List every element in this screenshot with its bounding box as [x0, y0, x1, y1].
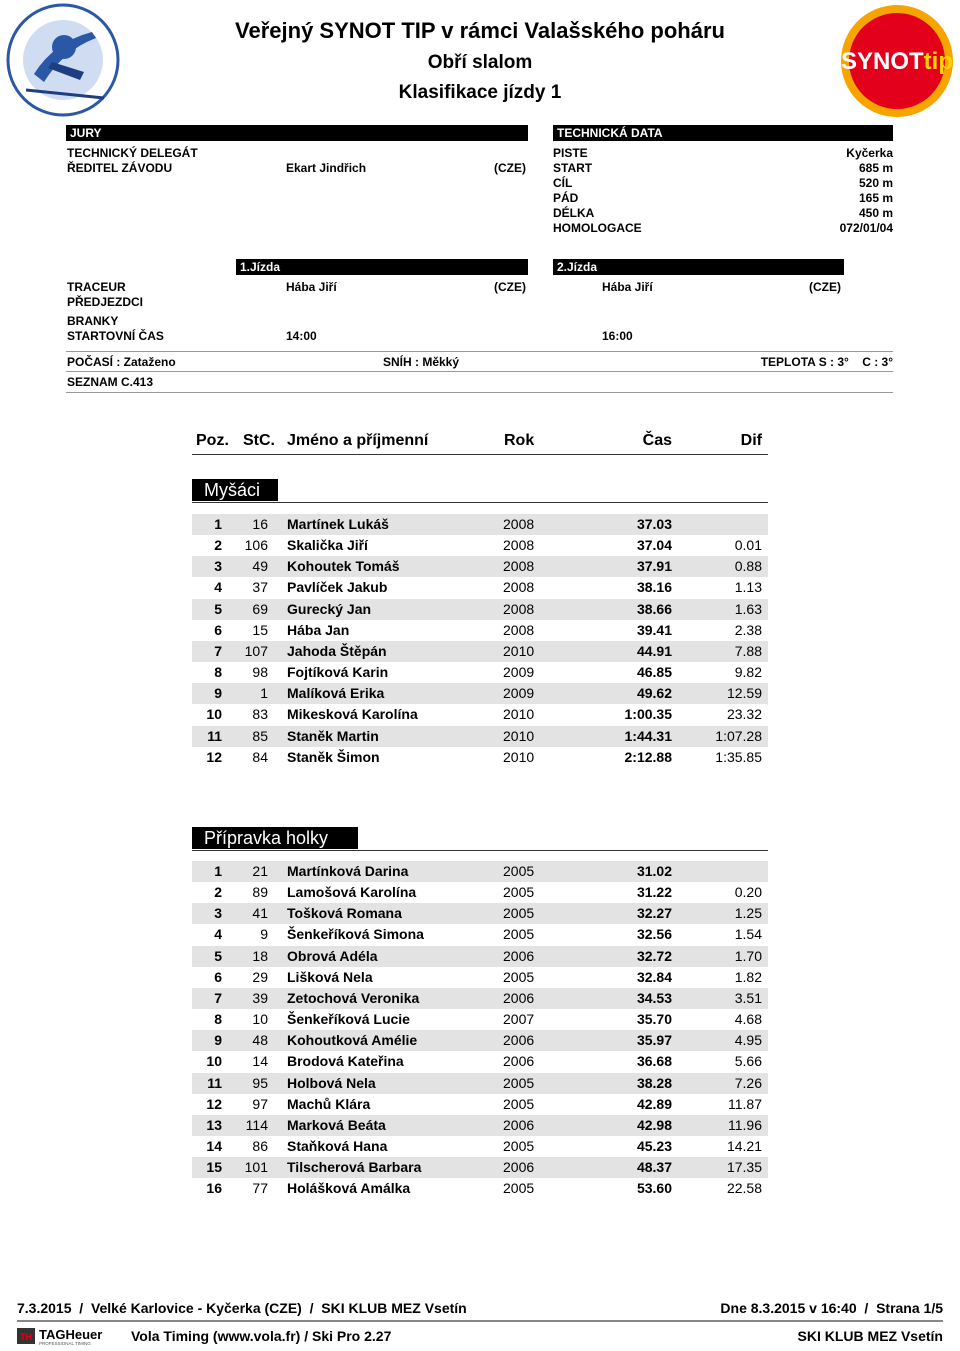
- cell-bib: 48: [252, 1032, 268, 1049]
- cell-diff: 14.21: [726, 1137, 762, 1154]
- cell-position: 15: [206, 1159, 222, 1176]
- cell-year: 2008: [503, 516, 535, 532]
- table-row: [192, 1157, 768, 1178]
- cell-bib: 98: [252, 664, 268, 681]
- cell-diff: 1:35.85: [715, 748, 762, 765]
- cell-diff: 22.58: [726, 1180, 762, 1197]
- cell-name: Martínek Lukáš: [287, 516, 389, 532]
- cell-time: 1:00.35: [624, 706, 672, 723]
- cell-position: 9: [214, 685, 222, 702]
- cell-diff: 1:07.28: [715, 727, 762, 744]
- cell-time: 37.91: [636, 558, 672, 575]
- cell-bib: 84: [252, 748, 268, 765]
- cell-diff: 0.01: [734, 537, 762, 554]
- conditions-bottom-rule: [66, 392, 893, 393]
- start-time-label: STARTOVNÍ ČAS: [67, 329, 164, 343]
- table-row: [192, 662, 768, 683]
- cell-bib: 95: [252, 1074, 268, 1091]
- tech-value-finish: 520 m: [858, 176, 893, 190]
- cell-bib: 85: [252, 727, 268, 744]
- cell-time: 46.85: [636, 664, 672, 681]
- cell-bib: 16: [252, 516, 268, 532]
- footer-rule: [17, 1320, 943, 1322]
- table-row: [192, 1073, 768, 1094]
- cell-time: 48.37: [636, 1159, 672, 1176]
- table-row: [192, 967, 768, 988]
- footer-timing: Vola Timing (www.vola.fr) / Ski Pro 2.27: [131, 1328, 392, 1344]
- discipline-title: Obří slalom: [427, 52, 533, 73]
- cell-name: Šenkeříková Simona: [287, 926, 424, 943]
- col-year: Rok: [504, 432, 535, 449]
- conditions-top-rule: [66, 351, 893, 352]
- cell-position: 14: [206, 1137, 222, 1154]
- cell-year: 2005: [503, 884, 535, 901]
- cell-bib: 86: [252, 1137, 268, 1154]
- classification-title: Klasifikace jízdy 1: [398, 82, 562, 103]
- table-row: [192, 1115, 768, 1136]
- cell-time: 32.72: [636, 947, 672, 964]
- cell-year: 2005: [503, 905, 535, 922]
- cell-position: 3: [214, 558, 222, 575]
- cell-diff: 0.88: [734, 558, 762, 575]
- table-row: [192, 946, 768, 967]
- tech-label-finish: CÍL: [553, 176, 573, 190]
- cell-bib: 9: [260, 926, 268, 943]
- cell-position: 10: [206, 1053, 222, 1070]
- tech-label-drop: PÁD: [553, 191, 579, 205]
- conditions-mid-rule: [66, 371, 893, 372]
- cell-time: 34.53: [636, 989, 672, 1006]
- cell-time: 53.60: [636, 1180, 672, 1197]
- cell-name: Machů Klára: [287, 1095, 371, 1112]
- cell-bib: 14: [252, 1053, 268, 1070]
- cell-position: 2: [214, 884, 222, 901]
- page-title: Veřejný SYNOT TIP v rámci Valašského poháru: [235, 18, 725, 43]
- tech-label-start: START: [553, 161, 593, 175]
- footer-club: SKI KLUB MEZ Vsetín: [797, 1328, 943, 1344]
- cell-time: 36.68: [636, 1053, 672, 1070]
- run1-tracer: Hába Jiří: [286, 280, 337, 294]
- cell-bib: 21: [252, 863, 268, 879]
- table-row: [192, 641, 768, 662]
- cell-diff: 1.82: [734, 968, 762, 985]
- svg-text:TH: TH: [20, 1332, 32, 1342]
- cell-diff: 7.88: [734, 642, 762, 659]
- tag-heuer-subtext: PROFESSIONAL TIMING: [39, 1341, 91, 1346]
- tech-value-drop: 165 m: [858, 191, 893, 205]
- cell-time: 32.27: [636, 905, 672, 922]
- cell-bib: 10: [252, 1011, 268, 1028]
- cell-name: Holbová Nela: [287, 1074, 376, 1091]
- table-row: [192, 683, 768, 704]
- cell-diff: 3.51: [734, 989, 762, 1006]
- cell-position: 16: [206, 1180, 222, 1197]
- cell-time: 38.28: [636, 1074, 672, 1091]
- cell-name: Obrová Adéla: [287, 947, 378, 964]
- table-row: [192, 1009, 768, 1030]
- run1-tracer-country: (CZE): [494, 280, 526, 294]
- cell-name: Staněk Šimon: [287, 748, 380, 765]
- cell-bib: 1: [260, 685, 268, 702]
- cell-year: 2005: [503, 1095, 535, 1112]
- cell-position: 1: [214, 516, 222, 532]
- cell-bib: 77: [252, 1180, 268, 1197]
- cell-name: Martínková Darina: [287, 863, 409, 879]
- cell-position: 3: [214, 905, 222, 922]
- tech-value-length: 450 m: [858, 206, 893, 220]
- run2-tracer-country: (CZE): [809, 280, 841, 294]
- col-bib: StC.: [243, 432, 275, 449]
- cell-diff: 11.96: [728, 1116, 762, 1133]
- cell-position: 5: [214, 947, 222, 964]
- cell-year: 2006: [503, 1032, 535, 1049]
- cell-name: Gurecký Jan: [287, 600, 372, 617]
- cell-name: Brodová Kateřina: [287, 1053, 404, 1070]
- cell-bib: 49: [252, 558, 268, 575]
- cell-bib: 114: [245, 1116, 268, 1133]
- cell-position: 12: [206, 748, 222, 765]
- cell-position: 5: [214, 600, 222, 617]
- cell-time: 37.04: [636, 537, 672, 554]
- cell-time: 1:44.31: [624, 727, 672, 744]
- cell-name: Kohoutek Tomáš: [287, 558, 400, 575]
- delegate-label: TECHNICKÝ DELEGÁT: [67, 146, 198, 160]
- tracer-label: TRACEUR: [67, 280, 126, 294]
- cell-time: 2:12.88: [624, 748, 672, 765]
- cell-time: 38.66: [636, 600, 672, 617]
- snow: SNÍH : Měkký: [383, 355, 460, 369]
- cell-position: 7: [214, 989, 222, 1006]
- cell-diff: 23.32: [726, 706, 762, 723]
- tip-logo-text: tip: [923, 48, 954, 75]
- col-diff: Dif: [740, 432, 762, 449]
- cell-bib: 89: [252, 884, 268, 901]
- cell-name: Marková Beáta: [287, 1116, 386, 1133]
- tech-value-homologation: 072/01/04: [839, 221, 893, 235]
- cell-name: Malíková Erika: [287, 685, 385, 702]
- col-position: Poz.: [196, 432, 229, 449]
- cell-name: Lišková Nela: [287, 968, 373, 985]
- cell-position: 1: [214, 863, 222, 879]
- table-row: [192, 1136, 768, 1157]
- cell-name: Mikesková Karolína: [287, 706, 418, 723]
- cell-position: 8: [214, 1011, 222, 1028]
- section-rule-mysaci: [192, 502, 768, 503]
- cell-year: 2005: [503, 968, 535, 985]
- cell-year: 2007: [503, 1011, 535, 1028]
- tech-value-start: 685 m: [858, 161, 893, 175]
- cell-year: 2010: [503, 642, 535, 659]
- cell-year: 2006: [503, 989, 535, 1006]
- cell-year: 2008: [503, 600, 535, 617]
- tag-heuer-logo: [17, 1326, 125, 1346]
- temperature: TEPLOTA S : 3° C : 3°: [760, 355, 893, 369]
- cell-bib: 97: [252, 1095, 268, 1112]
- cell-time: 49.62: [636, 685, 672, 702]
- cell-position: 13: [206, 1116, 222, 1133]
- cell-name: Zetochová Veronika: [287, 989, 420, 1006]
- footer-event: 7.3.2015 / Velké Karlovice - Kyčerka (CZE) / SKI KLUB MEZ Vsetín: [17, 1300, 467, 1316]
- cell-year: 2009: [503, 664, 535, 681]
- cell-year: 2010: [503, 727, 535, 744]
- run2-header: 2.Jízda: [553, 259, 844, 275]
- table-row: [192, 903, 768, 924]
- director-name: Ekart Jindřich: [286, 161, 367, 175]
- cell-name: Staňková Hana: [287, 1137, 388, 1154]
- cell-diff: 1.70: [734, 947, 762, 964]
- cell-time: 44.91: [636, 642, 672, 659]
- cell-time: 35.97: [636, 1032, 672, 1049]
- director-country: (CZE): [494, 161, 526, 175]
- forerunners-label: PŘEDJEZDCI: [67, 295, 144, 309]
- cell-diff: 4.68: [734, 1011, 762, 1028]
- cell-bib: 37: [252, 579, 268, 596]
- table-row: [192, 535, 768, 556]
- cell-time: 38.16: [636, 579, 672, 596]
- cell-diff: 7.26: [734, 1074, 762, 1091]
- section-title-pripravka-holky: Přípravka holky: [192, 827, 358, 849]
- table-row: [192, 747, 768, 768]
- cell-time: 31.22: [636, 884, 672, 901]
- cell-position: 10: [206, 706, 222, 723]
- run1-header: 1.Jízda: [236, 259, 528, 275]
- cell-bib: 69: [252, 600, 268, 617]
- cell-diff: 11.87: [728, 1095, 762, 1112]
- cell-year: 2008: [503, 558, 535, 575]
- cell-name: Lamošová Karolína: [287, 884, 417, 901]
- table-row: [192, 924, 768, 945]
- cell-position: 8: [214, 664, 222, 681]
- cell-bib: 29: [252, 968, 268, 985]
- cell-diff: 5.66: [734, 1053, 762, 1070]
- table-row: [192, 577, 768, 598]
- section-title-mysaci: Myšáci: [192, 479, 278, 501]
- cell-time: 32.56: [636, 926, 672, 943]
- cell-year: 2006: [503, 1116, 535, 1133]
- cell-name: Jahoda Štěpán: [287, 642, 387, 659]
- cell-year: 2006: [503, 947, 535, 964]
- cell-year: 2010: [503, 748, 535, 765]
- cell-diff: 2.38: [734, 621, 762, 638]
- table-row: [192, 1030, 768, 1051]
- cell-diff: 12.59: [726, 685, 762, 702]
- table-row: [192, 882, 768, 903]
- cell-diff: 17.35: [726, 1159, 762, 1176]
- column-header-rule: [192, 454, 768, 455]
- cell-bib: 107: [244, 642, 268, 659]
- run2-start-time: 16:00: [602, 329, 633, 343]
- cell-name: Staněk Martin: [287, 727, 379, 744]
- tech-label-homologation: HOMOLOGACE: [553, 221, 642, 235]
- cell-year: 2005: [503, 863, 535, 879]
- cell-diff: 0.20: [734, 884, 762, 901]
- cell-position: 12: [206, 1095, 222, 1112]
- cell-year: 2008: [503, 579, 535, 596]
- synot-logo-text: SYNOT: [840, 48, 924, 75]
- footer-printed: Dne 8.3.2015 v 16:40 / Strana 1/5: [720, 1300, 943, 1316]
- tag-heuer-brand-text: TAGHeuer: [39, 1327, 103, 1342]
- cell-year: 2006: [503, 1159, 535, 1176]
- tech-value-piste: Kyčerka: [846, 146, 893, 160]
- cell-bib: 18: [252, 947, 268, 964]
- tech-header: TECHNICKÁ DATA: [553, 125, 893, 141]
- cell-name: Skalička Jiří: [287, 537, 368, 554]
- cell-time: 42.98: [636, 1116, 672, 1133]
- table-row: [192, 514, 768, 535]
- cell-bib: 101: [244, 1159, 268, 1176]
- cell-name: Tilscherová Barbara: [287, 1159, 422, 1176]
- cell-time: 37.03: [636, 516, 672, 532]
- cell-position: 11: [207, 727, 222, 744]
- cell-diff: 9.82: [734, 664, 762, 681]
- cell-year: 2006: [503, 1053, 535, 1070]
- cell-position: 2: [214, 537, 222, 554]
- cell-diff: 1.25: [734, 905, 762, 922]
- cell-name: Holášková Amálka: [287, 1180, 411, 1197]
- director-label: ŘEDITEL ZÁVODU: [67, 161, 173, 175]
- table-row: [192, 620, 768, 641]
- cell-position: 7: [214, 642, 222, 659]
- table-row: [192, 1094, 768, 1115]
- cell-position: 11: [207, 1074, 222, 1091]
- cell-position: 6: [214, 621, 222, 638]
- cell-year: 2005: [503, 1180, 535, 1197]
- cell-time: 39.41: [636, 621, 672, 638]
- cell-name: Hába Jan: [287, 621, 350, 638]
- section-rule-pripravka-holky: [192, 850, 768, 851]
- table-row: [192, 861, 768, 882]
- cell-time: 32.84: [636, 968, 672, 985]
- cell-year: 2005: [503, 926, 535, 943]
- cell-diff: 1.54: [734, 926, 762, 943]
- cell-diff: 1.13: [734, 579, 762, 596]
- cell-year: 2005: [503, 1137, 535, 1154]
- cell-time: 42.89: [636, 1095, 672, 1112]
- table-row: [192, 726, 768, 747]
- weather: POČASÍ : Zataženo: [67, 355, 176, 369]
- run1-start-time: 14:00: [286, 329, 317, 343]
- cell-bib: 15: [252, 621, 268, 638]
- cell-time: 31.02: [636, 863, 672, 879]
- cell-bib: 41: [252, 905, 268, 922]
- cell-year: 2008: [503, 537, 535, 554]
- col-time: Čas: [642, 432, 672, 449]
- run2-tracer: Hába Jiří: [602, 280, 653, 294]
- cell-time: 35.70: [636, 1011, 672, 1028]
- gates-label: BRANKY: [67, 314, 119, 328]
- cell-name: Šenkeříková Lucie: [287, 1011, 410, 1028]
- table-row: [192, 1178, 768, 1199]
- cell-name: Fojtíková Karin: [287, 664, 389, 681]
- list-number: SEZNAM C.413: [67, 375, 154, 389]
- cell-position: 4: [214, 926, 222, 943]
- cell-position: 9: [214, 1032, 222, 1049]
- tech-label-length: DÉLKA: [553, 206, 595, 220]
- tech-label-piste: PISTE: [553, 146, 588, 160]
- cell-position: 4: [214, 579, 222, 596]
- cell-bib: 39: [252, 989, 268, 1006]
- table-row: [192, 556, 768, 577]
- cell-diff: 4.95: [734, 1032, 762, 1049]
- cell-bib: 83: [252, 706, 268, 723]
- table-row: [192, 988, 768, 1009]
- cell-name: Kohoutková Amélie: [287, 1032, 418, 1049]
- cell-year: 2010: [503, 706, 535, 723]
- table-row: [192, 704, 768, 725]
- cell-name: Pavlíček Jakub: [287, 579, 388, 596]
- cell-year: 2005: [503, 1074, 535, 1091]
- cell-time: 45.23: [636, 1137, 672, 1154]
- cell-year: 2008: [503, 621, 535, 638]
- cell-position: 6: [214, 968, 222, 985]
- jury-header: JURY: [66, 125, 528, 141]
- col-name: Jméno a příjmenní: [287, 432, 429, 449]
- cell-year: 2009: [503, 685, 535, 702]
- cell-diff: 1.63: [734, 600, 762, 617]
- cell-name: Tošková Romana: [287, 905, 402, 922]
- cell-bib: 106: [244, 537, 268, 554]
- table-row: [192, 1051, 768, 1072]
- table-row: [192, 599, 768, 620]
